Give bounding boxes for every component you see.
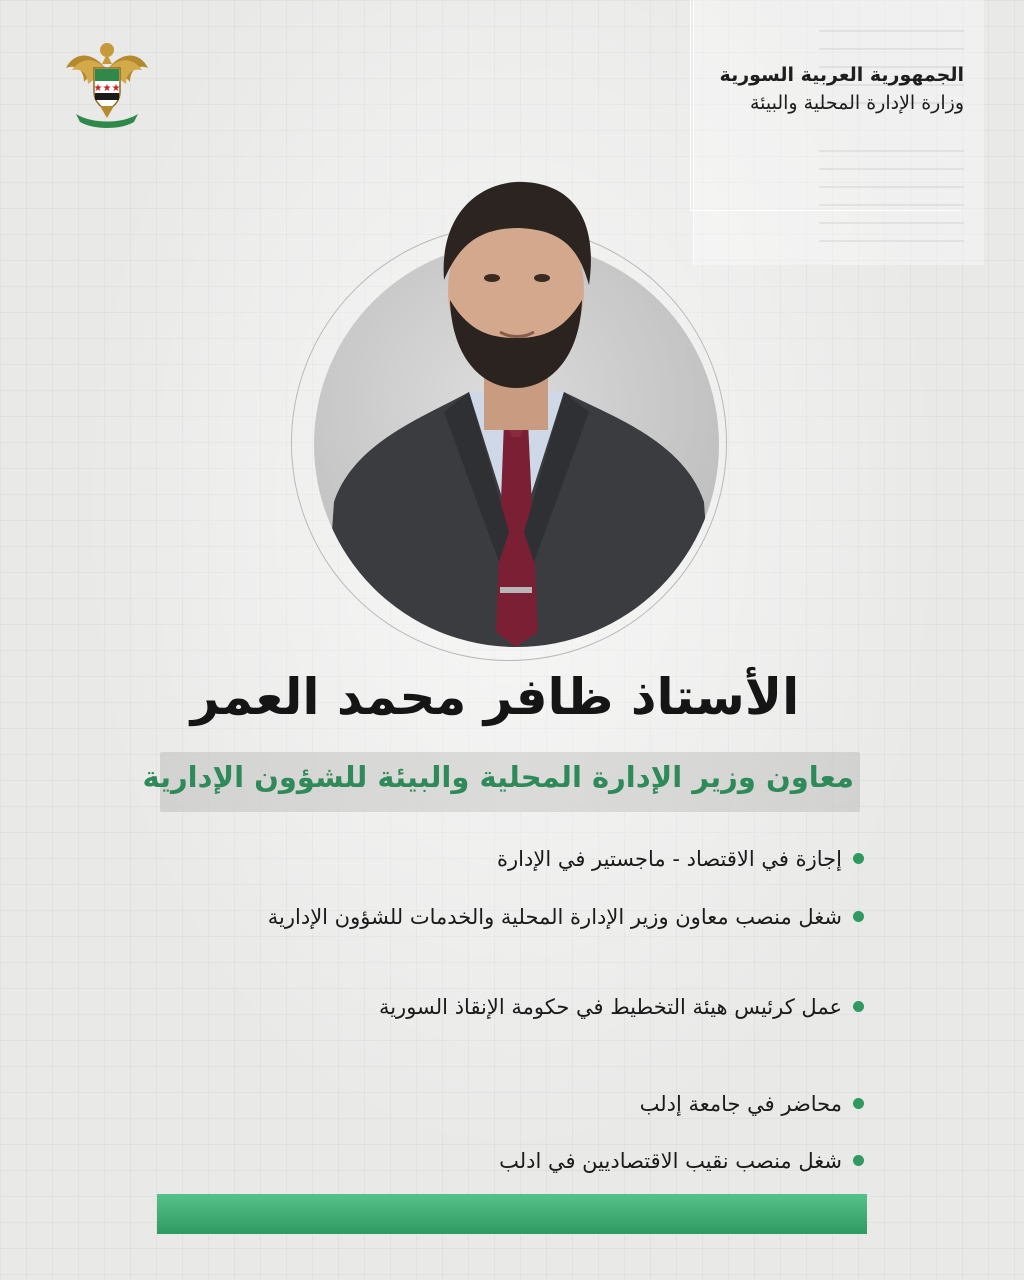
list-item-text: عمل كرئيس هيئة التخطيط في حكومة الإنقاذ السورية xyxy=(378,995,842,1019)
bullet-dot-icon xyxy=(853,853,864,864)
paper-texture-decoration xyxy=(693,0,984,265)
list-item-text: شغل منصب نقيب الاقتصاديين في ادلب xyxy=(499,1149,842,1173)
country-name: الجمهورية العربية السورية xyxy=(719,64,964,86)
syrian-eagle-emblem-icon xyxy=(62,40,152,132)
list-item-text: محاضر في جامعة إدلب xyxy=(639,1092,842,1116)
person-name: الأستاذ ظافر محمد العمر xyxy=(190,668,800,726)
list-item-text: شغل منصب معاون وزير الإدارة المحلية والخدمات للشؤون الإدارية xyxy=(267,905,842,929)
svg-text:★★★: ★★★ xyxy=(93,83,121,94)
bullet-dot-icon xyxy=(853,1098,864,1109)
bullet-dot-icon xyxy=(853,911,864,922)
bullet-dot-icon xyxy=(853,1155,864,1166)
footer-accent-bar xyxy=(157,1194,867,1234)
bullet-dot-icon xyxy=(853,1001,864,1012)
ministry-header xyxy=(720,62,964,118)
portrait-head xyxy=(314,160,719,647)
list-item-text: إجازة في الاقتصاد - ماجستير في الإدارة xyxy=(497,847,842,871)
position-title: معاون وزير الإدارة المحلية والبيئة للشؤون الإدارية xyxy=(142,760,854,794)
ministry-name: وزارة الإدارة المحلية والبيئة xyxy=(749,92,964,114)
position-title-banner xyxy=(142,752,860,812)
